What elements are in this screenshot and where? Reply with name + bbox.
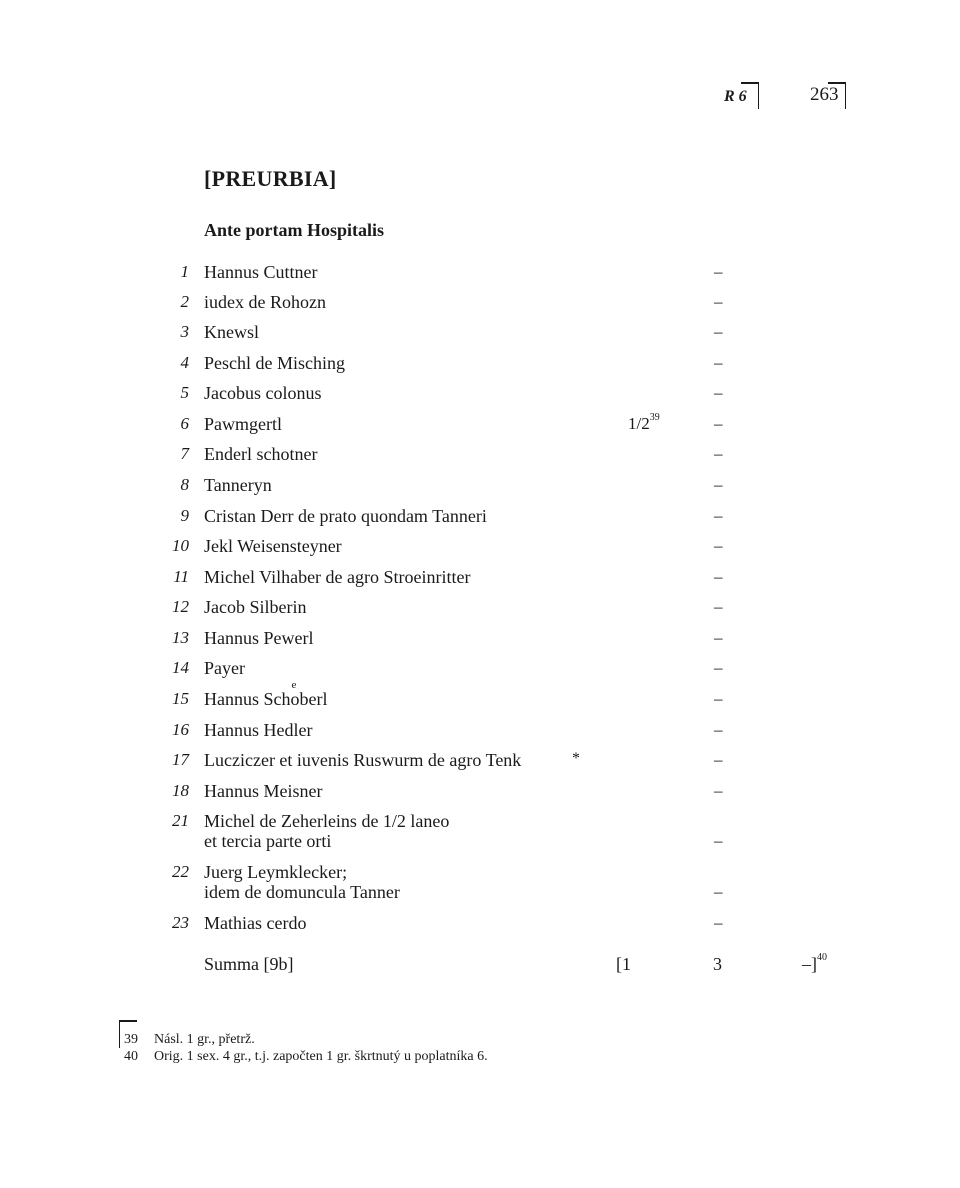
entry-dash: – [714,831,723,850]
entry-dash: – [714,414,723,433]
entry-name: Michel de Zeherleins de 1/2 laneo [204,811,450,831]
entry-row [0,567,960,597]
entry-dash: – [714,781,723,800]
entry-number: 11 [173,567,189,586]
entry-name: Michel Vilhaber de agro Stroeinritter [204,567,471,587]
entry-number: 3 [180,322,189,341]
entry-row [0,444,960,474]
entry-number: 22 [172,862,189,881]
entry-row [0,913,960,943]
footnote [0,1049,960,1067]
entry-number: 7 [180,444,189,463]
entry-dash: – [714,383,723,402]
entry-row [0,414,960,444]
entry-name: Peschl de Misching [204,353,345,373]
entry-number: 18 [172,781,189,800]
footnote-ref: 39 [649,412,660,423]
corner-bracket-mark [758,82,759,109]
entry-name: Mathias cerdo [204,913,307,933]
entry-row [0,811,960,861]
entry-row [0,506,960,536]
entry-name-part: berl [299,689,328,709]
running-head-code: R 6 [724,88,747,105]
entry-name: Hannus Hedler [204,720,313,740]
footnote-number: 40 [124,1049,138,1064]
entry-number: 15 [172,689,189,708]
entry-number: 4 [180,353,189,372]
entry-dash: – [714,689,723,708]
entry-name: Cristan Derr de prato quondam Tanneri [204,506,487,526]
entry-name-line2: idem de domuncula Tanner [204,882,400,902]
asterisk-mark: * [572,750,580,767]
entry-row [0,536,960,566]
superscript-e: e [291,679,297,691]
entry-dash: – [714,567,723,586]
entry-dash: – [714,913,723,932]
entry-row [0,262,960,292]
entry-dash: – [714,658,723,677]
entry-name-part: Hannus Sch [204,689,291,709]
entry-number: 23 [172,913,189,932]
entry-name: Hannus Meisner [204,781,323,801]
entry-number: 8 [180,475,189,494]
entry-name: Hannus Pewerl [204,628,314,648]
entry-row [0,720,960,750]
entry-name: Lucziczer et iuvenis Ruswurm de agro Tenk [204,750,522,770]
entry-number: 10 [172,536,189,555]
entry-name-line2: et tercia parte orti [204,831,332,851]
entry-value-text: 1/2 [628,414,650,433]
entry-number: 6 [180,414,189,433]
entry-dash: – [714,475,723,494]
summa-row [0,954,960,984]
entry-number: 1 [180,262,189,281]
summa-value-b: 3 [713,954,722,974]
entry-number: 17 [172,750,189,769]
entry-row [0,862,960,912]
page-number: 263 [810,84,839,105]
entry-dash: – [714,506,723,525]
entry-row [0,658,960,688]
entry-dash: – [714,882,723,901]
subsection-title: Ante portam Hospitalis [204,220,384,240]
entry-dash: – [714,262,723,281]
entry-row [0,292,960,322]
entry-dash: – [714,597,723,616]
entry-name: Hannus Cuttner [204,262,318,282]
entry-name: Pawmgertl [204,414,282,434]
footnote-text: Násl. 1 gr., přetrž. [154,1032,255,1047]
summa-label: Summa [9b] [204,954,294,974]
entry-number: 13 [172,628,189,647]
entry-dash: – [714,444,723,463]
entry-dash: – [714,750,723,769]
entry-number: 14 [172,658,189,677]
entry-name: Juerg Leymklecker; [204,862,348,882]
entry-dash: – [714,322,723,341]
entry-dash: – [714,720,723,739]
entry-number: 2 [180,292,189,311]
entry-row [0,322,960,352]
section-title: [PREURBIA] [204,166,337,191]
entry-number: 5 [180,383,189,402]
entry-number: 21 [172,811,189,830]
entry-row [0,597,960,627]
footnote-text: Orig. 1 sex. 4 gr., t.j. započten 1 gr. škrtnutý u poplatníka 6. [154,1049,488,1064]
footnote-ref: 40 [817,952,827,963]
entry-name: iudex de Rohozn [204,292,326,312]
entry-dash: – [714,536,723,555]
summa-value-c [802,954,827,975]
entry-dash: – [714,292,723,311]
entry-name: Jacobus colonus [204,383,322,403]
running-head [700,80,850,110]
footnote [0,1032,960,1050]
entry-name: Enderl schotner [204,444,318,464]
entry-name [204,679,328,710]
entry-row [0,679,960,719]
entry-dash: – [714,353,723,372]
entry-name: Knewsl [204,322,259,342]
summa-value-a: [1 [616,954,631,974]
entry-number: 12 [172,597,189,616]
entry-dash: – [714,628,723,647]
entry-number: 16 [172,720,189,739]
entry-row [0,750,960,780]
entry-value [628,414,660,434]
o-with-superscript-e [290,679,300,709]
summa-value-c-text: –] [802,954,817,974]
entry-row [0,781,960,811]
entry-row [0,628,960,658]
footnote-number: 39 [124,1032,138,1047]
entry-number: 9 [180,506,189,525]
entry-name: Tanneryn [204,475,272,495]
entry-name: Jacob Silberin [204,597,307,617]
entry-row [0,475,960,505]
corner-bracket-mark [845,82,846,109]
entry-row [0,353,960,383]
entry-name: Payer [204,658,245,678]
entry-name: Jekl Weisensteyner [204,536,342,556]
entry-row [0,383,960,413]
entry-name-part: o [290,689,300,709]
